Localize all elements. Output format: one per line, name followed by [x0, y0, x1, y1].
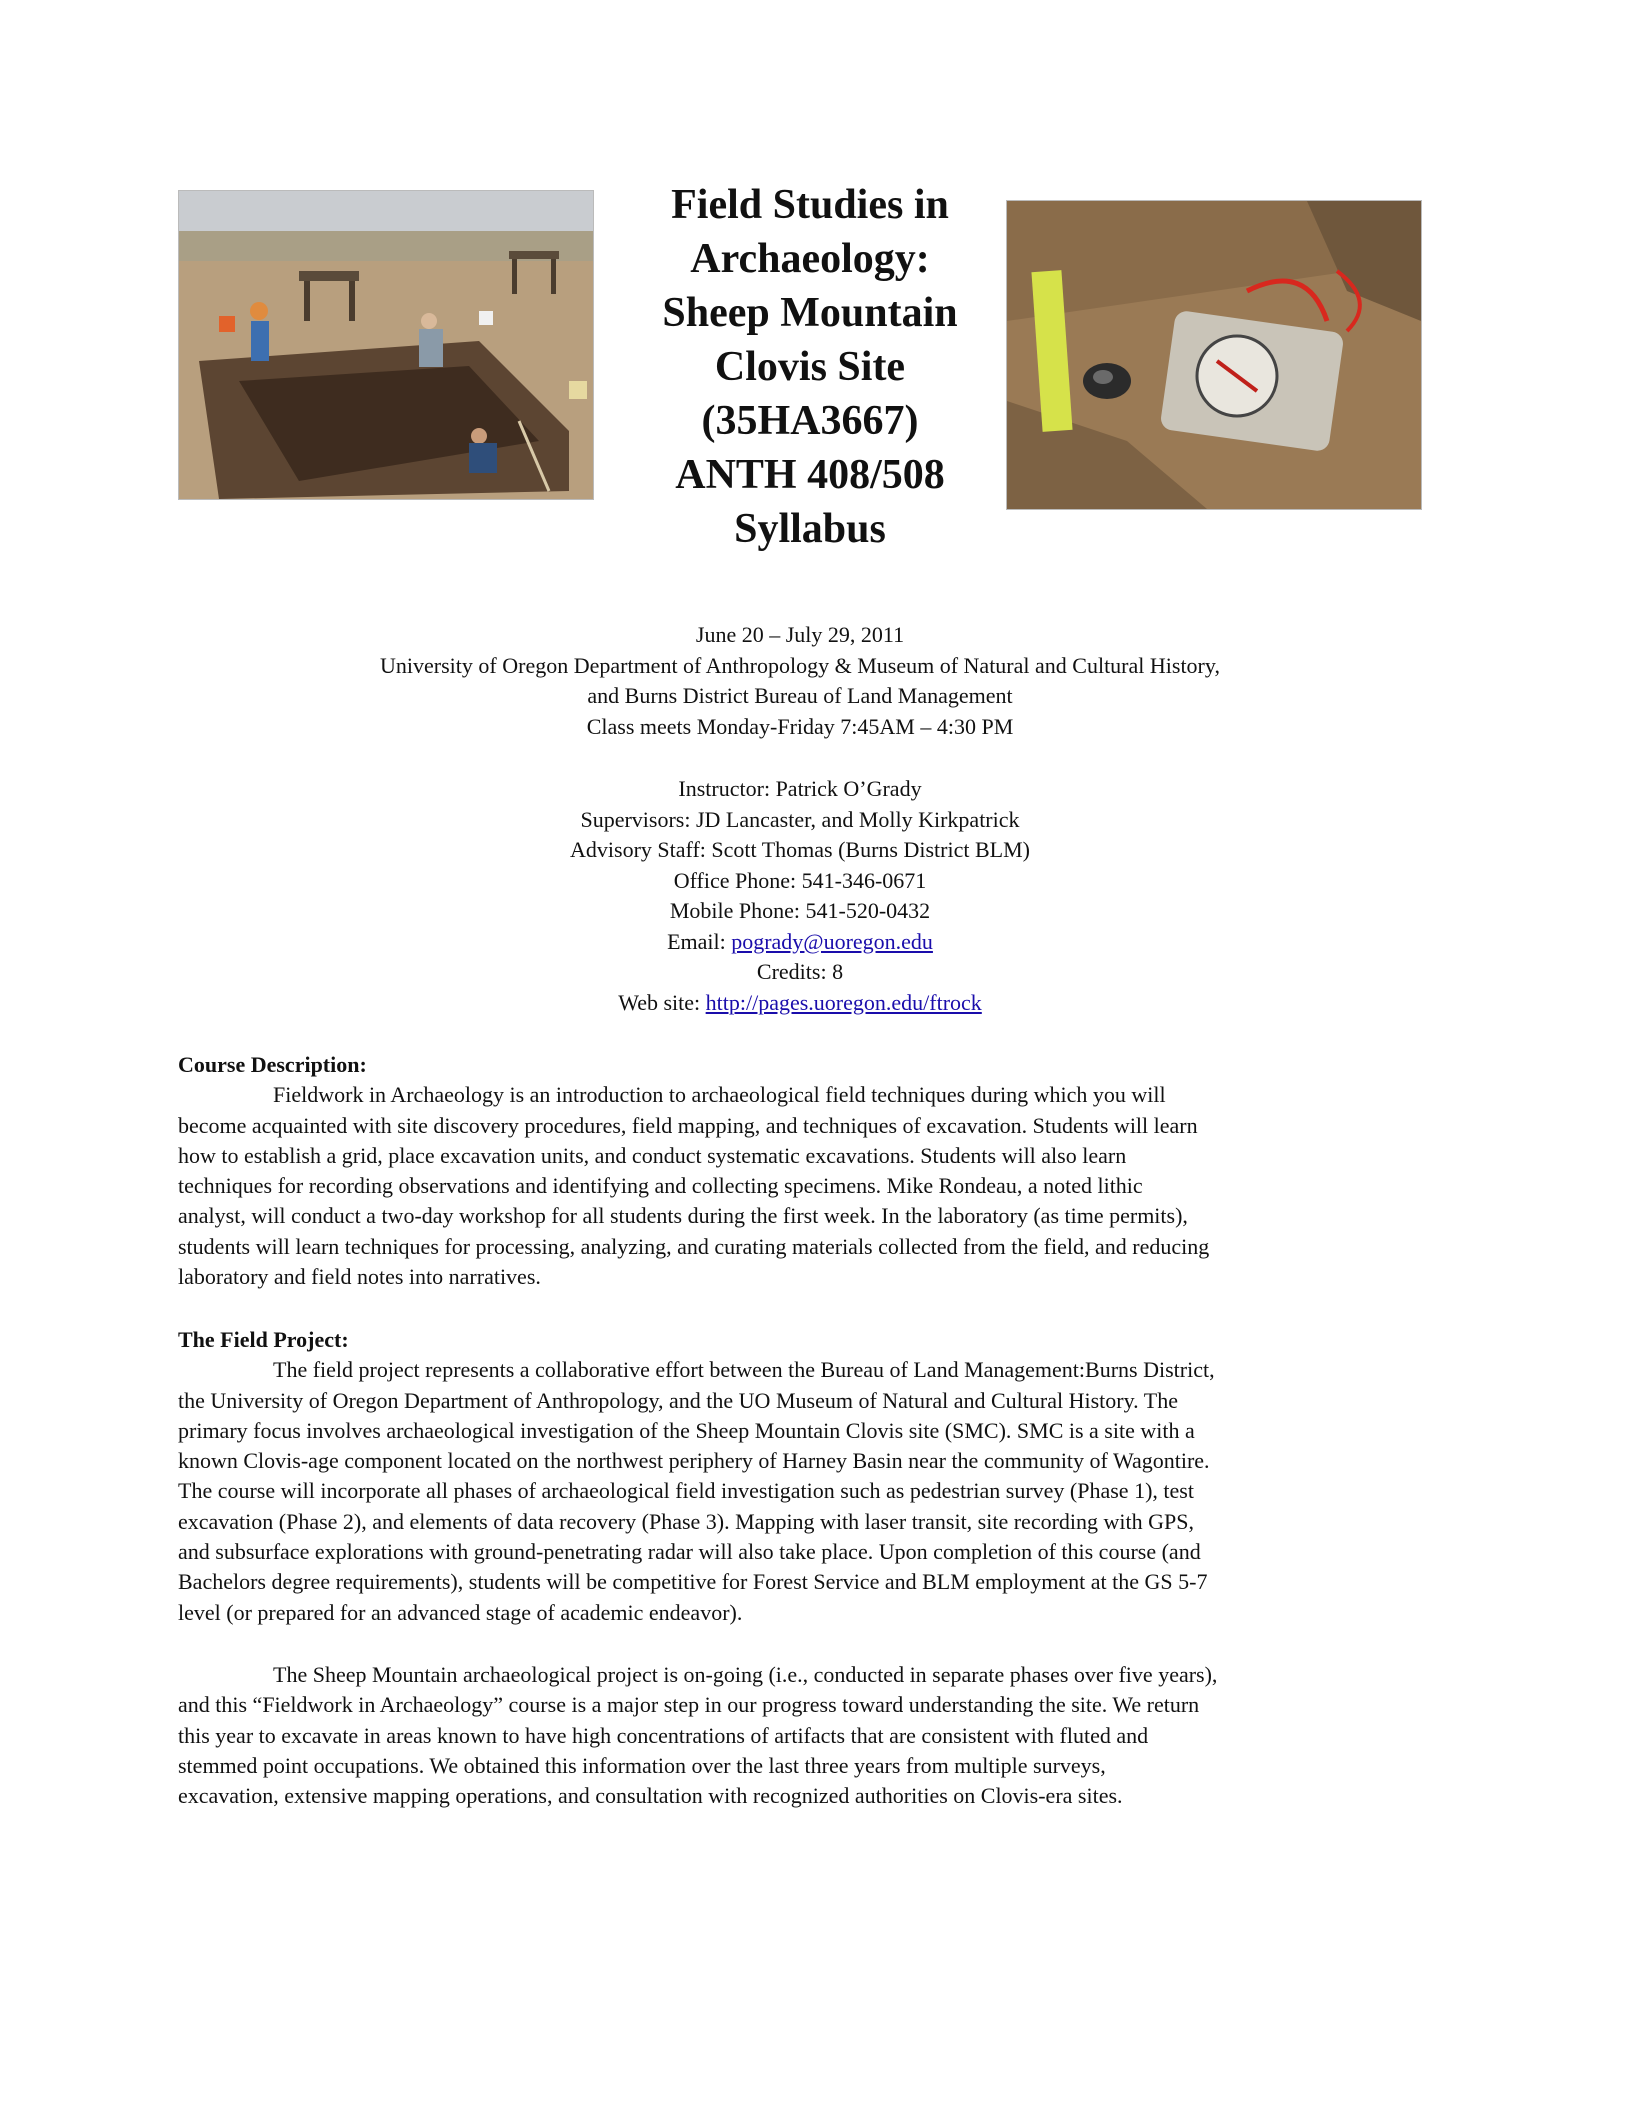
title-line: Field Studies in	[671, 182, 949, 228]
email-line	[180, 927, 1420, 958]
course-description-section	[178, 1050, 1440, 1292]
artifact-compass-photo-icon	[1007, 201, 1421, 509]
excavation-photo	[178, 190, 594, 500]
title-line: Clovis Site	[714, 344, 906, 390]
class-schedule: Class meets Monday-Friday 7:45AM – 4:30 PM	[586, 713, 1014, 739]
website-link[interactable]: http://pages.uoregon.edu/ftrock	[705, 989, 982, 1015]
paragraph-line: and this “Fieldwork in Archaeology” course is a major step in our progress toward understanding the site. We return	[178, 1692, 1200, 1718]
title-line: ANTH 408/508	[675, 452, 945, 498]
document-title	[600, 178, 1020, 556]
paragraph-line: this year to excavate in areas known to have high concentrations of artifacts that are consistent with fluted and	[178, 1722, 1149, 1748]
sheep-mountain-paragraph	[178, 1660, 1440, 1811]
website-label: Web site:	[618, 989, 706, 1015]
paragraph-line: The Sheep Mountain archaeological project is on-going (i.e., conducted in separate phases over five years),	[273, 1662, 1218, 1687]
office-phone: Office Phone: 541-346-0671	[673, 867, 927, 893]
course-dates: June 20 – July 29, 2011	[695, 622, 905, 647]
institution-line: and Burns District Bureau of Land Management	[587, 683, 1013, 708]
institution-line: University of Oregon Department of Anthropology & Museum of Natural and Cultural History,	[380, 652, 1220, 678]
paragraph-line: The course will incorporate all phases of archaeological field investigation such as pedestrian survey (Phase 1), test	[178, 1478, 1194, 1504]
title-line: Archaeology:	[690, 236, 930, 282]
website-line	[180, 988, 1420, 1019]
paragraph-line: techniques for recording observations and identifying and collecting specimens. Mike Rondeau, a noted lithic	[178, 1173, 1143, 1199]
paragraph-line: students will learn techniques for processing, analyzing, and curating materials collected from the field, and reducing	[178, 1233, 1210, 1259]
paragraph-line: level (or prepared for an advanced stage of academic endeavor).	[178, 1599, 743, 1625]
title-line: Syllabus	[734, 506, 886, 552]
paragraph-line: Bachelors degree requirements), students will be competitive for Forest Service and BLM employment at the GS 5-7	[178, 1569, 1208, 1595]
section-heading: Course Description:	[178, 1052, 367, 1077]
paragraph-line: the University of Oregon Department of Anthropology, and the UO Museum of Natural and Cultural History. The	[178, 1387, 1178, 1413]
paragraph-line: known Clovis-age component located on the northwest periphery of Harney Basin near the community of Wagontire.	[178, 1448, 1210, 1474]
title-line: (35HA3667)	[701, 398, 919, 444]
advisory-staff: Advisory Staff: Scott Thomas (Burns District BLM)	[570, 837, 1030, 862]
email-link[interactable]: pogrady@uoregon.edu	[731, 928, 933, 954]
credits: Credits: 8	[756, 959, 844, 984]
paragraph-line: Fieldwork in Archaeology is an introduction to archaeological field techniques during which you will	[273, 1082, 1166, 1108]
course-info	[180, 620, 1420, 742]
paragraph-line: how to establish a grid, place excavation units, and conduct systematic excavations. Students will also learn	[178, 1142, 1127, 1168]
email-label: Email:	[667, 928, 732, 954]
excavation-photo-icon	[179, 191, 593, 499]
contact-info	[180, 774, 1420, 1018]
paragraph-line: and subsurface explorations with ground-penetrating radar will also take place. Upon completion of this course (and	[178, 1539, 1201, 1565]
paragraph-line: stemmed point occupations. We obtained this information over the last three years from multiple surveys,	[178, 1752, 1106, 1778]
supervisors: Supervisors: JD Lancaster, and Molly Kirkpatrick	[580, 806, 1020, 832]
mobile-phone: Mobile Phone: 541-520-0432	[669, 898, 931, 923]
field-project-section	[178, 1325, 1440, 1628]
paragraph-line: analyst, will conduct a two-day workshop for all students during the first week. In the laboratory (as time permits),	[178, 1203, 1188, 1229]
title-line: Sheep Mountain	[662, 290, 958, 336]
instructor: Instructor: Patrick O’Grady	[678, 776, 922, 801]
paragraph-line: excavation (Phase 2), and elements of data recovery (Phase 3). Mapping with laser transit, site recording with GPS,	[178, 1508, 1194, 1534]
artifact-compass-photo	[1006, 200, 1422, 510]
section-heading: The Field Project:	[178, 1327, 349, 1352]
paragraph-line: laboratory and field notes into narratives.	[178, 1264, 541, 1290]
paragraph-line: become acquainted with site discovery procedures, field mapping, and techniques of excavation. Students will learn	[178, 1112, 1198, 1138]
paragraph-line: primary focus involves archaeological investigation of the Sheep Mountain Clovis site (SMC). SMC is a site with a	[178, 1417, 1195, 1443]
paragraph-line: excavation, extensive mapping operations, and consultation with recognized authorities on Clovis-era sites.	[178, 1783, 1123, 1809]
paragraph-line: The field project represents a collaborative effort between the Bureau of Land Management:Burns District,	[273, 1357, 1215, 1383]
